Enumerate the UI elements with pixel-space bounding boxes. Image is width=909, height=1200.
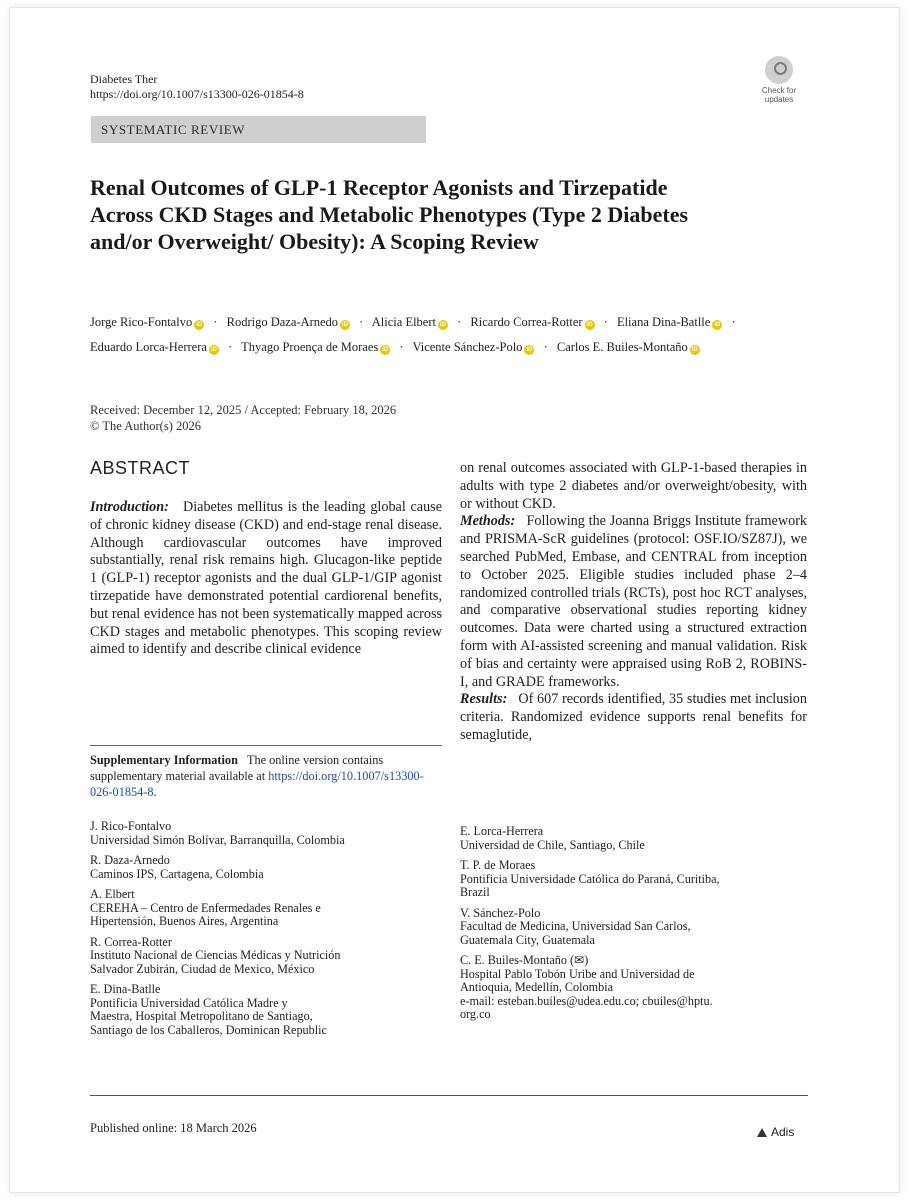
introduction-label: Introduction [90,499,165,515]
author-name[interactable] [90,315,204,329]
affiliations-right [460,825,800,1029]
article-type-banner: SYSTEMATIC REVIEW [91,116,426,143]
article-doi[interactable]: https://doi.org/10.1007/s13300-026-01854-8 [90,87,304,101]
author-name[interactable] [617,315,722,329]
affiliation-line: Hipertensión, Buenos Aires, Argentina [90,914,279,928]
results-label: Results [460,691,503,708]
affiliation [460,859,800,900]
author-separator: · [228,340,233,354]
orcid-icon[interactable]: iD [440,322,446,328]
author-separator: · [213,315,218,329]
author-name-text: Vicente Sánchez-Polo [412,340,523,354]
affiliation-author: C. E. Builes-Montaño (✉) [460,953,589,967]
affiliation [460,954,800,1022]
affiliation-line: Pontificia Universidade Católica do Paraná, Curitiba, [460,871,720,886]
footer-divider [90,1095,808,1096]
orcid-icon[interactable]: iD [196,322,203,328]
adis-logo-icon [757,1128,767,1137]
orcid-icon[interactable]: iD [691,347,698,353]
affiliation-line: Salvador Zubirán, Ciudad de Mexico, México [90,961,315,976]
author-name-text: Jorge Rico-Fontalvo [90,315,193,329]
author-name-text: Eduardo Lorca-Herrera [90,340,207,354]
affiliation-author: V. Sánchez-Polo [460,905,541,920]
affiliation-author: A. Elbert [90,887,135,901]
author-separator: · [543,340,548,354]
methods-label: Methods [460,513,511,530]
author-name[interactable] [90,340,219,354]
published-date: Published online: 18 March 2026 [90,1121,257,1135]
author-name[interactable] [412,340,534,354]
affiliation [90,936,440,977]
author-name-text: Ricardo Correa-Rotter [470,315,583,329]
affiliation-line: Caminos IPS, Cartagena, Colombia [90,866,264,881]
crossmark-icon [765,56,793,84]
affiliation [460,825,800,852]
abstract-right-column: on renal outcomes associated with GLP-1-based therapies in adults with type 2 diabetes and/or overweight/obesity, with or without CKD. Methods: Following the Joanna Briggs Institute framework and PRISMA-ScR guidelines (protocol: OSF.IO/SZ87J), we searched PubMed, Embase, and CENTRAL from inception to October 2025. Eligible studies included phase 2–4 randomized controlled trials (RCTs), post hoc RCT analyses, and comparative observational studies reporting kidney outcomes. Data were charted using a structured extraction form with AI-assisted screening and manual validation. Risk of bias and certainty were appraised using RoB 2, ROBINS-I, and GRADE frameworks. Results: Of 607 records identified, 35 studies met inclusion criteria. Randomized evidence supports renal benefits for semaglutide, [460,460,808,743]
orcid-icon[interactable]: iD [586,322,593,328]
author-name[interactable] [557,340,700,354]
copyright: © The Author(s) 2026 [90,419,201,433]
author-separator: · [359,315,364,329]
article-page [10,8,899,1192]
methods-text: Following the Joanna Briggs Institute framework and PRISMA-ScR guidelines (protocol: OSF.IO/SZ87J), we searched PubMed, Embase, and CENTRAL from inception to October 2025. Eligible studies included phase 2–4 randomized controlled trials (RCTs), post hoc RCT analyses, and comparative observational studies reporting kidney outcomes. Data were charted using a structured extraction form with AI-assisted screening and manual validation. Risk of bias and certainty were appraised using RoB 2, ROBINS-I, and GRADE frameworks. [460,513,808,690]
journal-header [90,72,304,102]
affiliation [460,907,800,948]
affiliation-line: Universidad Simón Bolívar, Barranquilla, Colombia [90,832,345,847]
affiliation-line: Instituto Nacional de Ciencias Médicas y Nutrición [90,948,341,962]
affiliation [90,888,440,929]
author-separator: · [457,315,462,329]
affiliation-line: Santiago de los Caballeros, Dominican Republic [90,1022,327,1037]
author-name-text: Rodrigo Daza-Arnedo [226,315,339,329]
received-accepted: Received: December 12, 2025 / Accepted: February 18, 2026 [90,403,397,417]
author-name[interactable] [227,315,350,329]
supplementary-information: Supplementary Information The online version contains supplementary material available at https://doi.org/10.1007/s13300-026-01854-8. [90,753,424,799]
affiliation [90,854,440,881]
affiliation-line: Pontificia Universidad Católica Madre y [90,995,288,1010]
affiliation [90,983,440,1037]
affiliation [90,820,440,847]
author-name-text: Eliana Dina-Batlle [616,315,711,329]
affiliations-left [90,820,440,1044]
affiliation-line: Brazil [460,885,490,899]
author-name-text: Thyago Proença de Moraes [241,340,379,354]
author-name[interactable] [470,315,594,329]
affiliation-line: Facultad de Medicina, Universidad San Carlos, [460,919,691,933]
author-name[interactable] [372,315,448,329]
supplementary-link[interactable]: https://doi.org/10.1007/s13300-026-01854-8 [90,769,424,799]
crossmark-label: Check for updates [761,86,797,104]
author-separator: · [731,315,736,329]
affiliation-line: org.co [460,1007,491,1021]
author-name[interactable] [241,340,390,354]
article-title: Renal Outcomes of GLP-1 Receptor Agonists and Tirzepatide Across CKD Stages and Metabolic Phenotypes (Type 2 Diabetes and/or Overweight/ Obesity): A Scoping Review [90,175,689,254]
orcid-icon[interactable]: iD [382,347,389,353]
introduction-continued: on renal outcomes associated with GLP-1-based therapies in adults with type 2 diabetes and/or overweight/obesity, with or without CKD. [460,460,807,512]
introduction-text: Diabetes mellitus is the leading global cause of chronic kidney disease (CKD) and end-stage renal disease. Although cardiovascular outcomes have improved substantially, renal risk remains high. Glucagon-like peptide 1 (GLP-1) receptor agonists and the dual GLP-1/GIP agonist tirzepatide have demonstrated potential cardiorenal benefits, but renal evidence has not been systematically mapped across CKD stages and metabolic phenotypes. This scoping review aimed to identify and describe clinical evidence [90,499,443,658]
journal-name: Diabetes Ther [90,72,158,86]
author-name-text: Carlos E. Builes-Montaño [556,340,688,354]
orcid-icon[interactable]: iD [714,322,721,328]
affiliation-line: Universidad de Chile, Santiago, Chile [460,837,645,852]
orcid-icon[interactable]: iD [526,347,533,353]
publisher-logo[interactable] [757,1125,794,1139]
author-separator: · [399,340,404,354]
author-separator: · [603,315,608,329]
affiliation-author: E. Lorca-Herrera [460,824,544,838]
results-text: Of 607 records identified, 35 studies met inclusion criteria. Randomized evidence supports renal benefits for semaglutide, [460,691,807,743]
affiliation-line: Hospital Pablo Tobón Uribe and Universidad de [460,966,695,981]
affiliation-author: R. Daza-Arnedo [90,853,170,867]
publisher-name: Adis [771,1125,795,1139]
affiliation-line: CEREHA – Centro de Enfermedades Renales e [90,900,321,915]
affiliation-author: J. Rico-Fontalvo [90,819,172,833]
supplementary-label: Supplementary Information [90,753,238,767]
affiliation-line: Maestra, Hospital Metropolitano de Santiago, [90,1009,313,1023]
article-dates [90,402,396,434]
affiliation-line: Guatemala City, Guatemala [460,932,595,947]
supplementary-divider [90,745,442,746]
affiliation-author: R. Correa-Rotter [90,934,172,949]
orcid-icon[interactable]: iD [210,347,217,353]
check-for-updates-badge[interactable] [757,56,801,104]
author-list [90,310,820,360]
author-name-text: Alicia Elbert [371,315,436,329]
abstract-introduction: Introduction: Diabetes mellitus is the leading global cause of chronic kidney disease (CKD) and end-stage renal disease. Although cardiovascular outcomes have improved substantially, renal risk remains high. Glucagon-like peptide 1 (GLP-1) receptor agonists and the dual GLP-1/GIP agonist tirzepatide have demonstrated potential cardiorenal benefits, but renal evidence has not been systematically mapped across CKD stages and metabolic phenotypes. This scoping review aimed to identify and describe clinical evidence [90,499,443,658]
affiliation-author: T. P. de Moraes [460,858,536,872]
affiliation-author: E. Dina-Batlle [90,982,161,996]
affiliation-line: Antioquia, Medellín, Colombia [460,980,614,994]
abstract-heading: ABSTRACT [90,458,191,478]
orcid-icon[interactable]: iD [342,322,349,328]
affiliation-line: e-mail: esteban.builes@udea.edu.co; cbuiles@hptu. [460,993,713,1008]
supplementary-text: The online version contains supplementary material available at [90,753,384,783]
